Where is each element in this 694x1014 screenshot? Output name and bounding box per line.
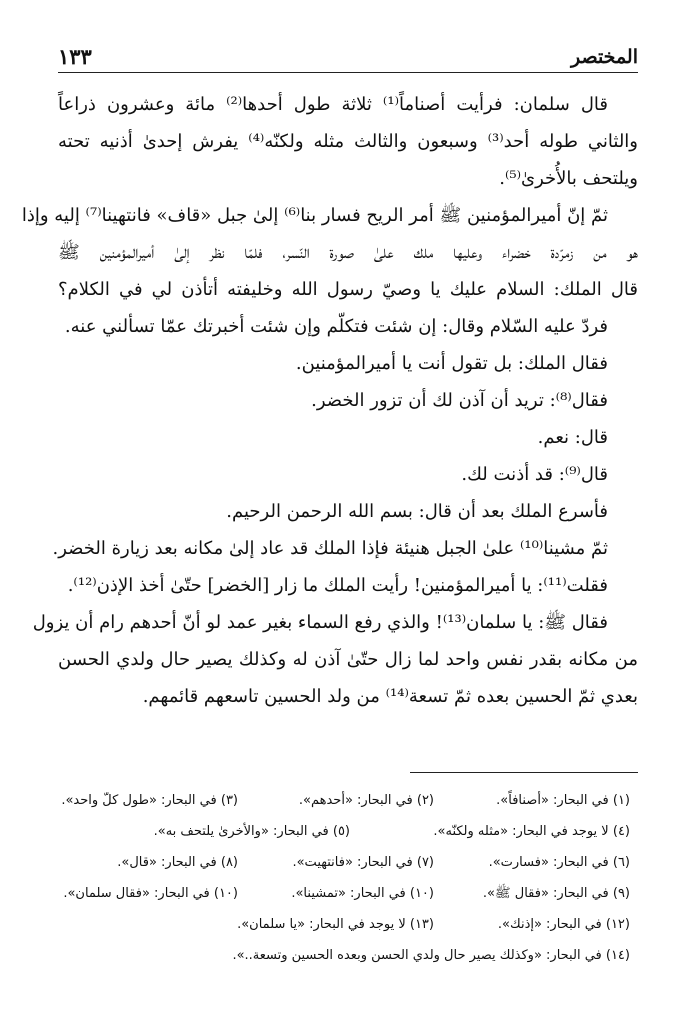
text-line: فقال ﷺ: يا سلمان⁽¹³⁾! والذي رفع السماء بغير عمد لو أنّ أحدهم رام أن يزول (32, 612, 608, 633)
text-line: فأسرع الملك بعد أن قال: بسم الله الرحمن الرحيم. (226, 501, 608, 522)
text-line: بعدي ثمّ الحسين بعده ثمّ تسعة⁽¹⁴⁾ من ولد الحسين تاسعهم قائمهم. (142, 686, 638, 707)
text-line: فقلت⁽¹¹⁾: يا أميرالمؤمنين! رأيت الملك ما زار [الخضر] حتّىٰ أخذ الإذن⁽¹²⁾. (67, 575, 608, 596)
footnote: (١٤) في البحار: «وكذلك يصير حال ولدي الحسن وبعده الحسين وتسعة..». (232, 948, 630, 963)
text-line: قال سلمان: فرأيت أصناماً⁽¹⁾ ثلاثة طول أحدها⁽²⁾ مائة وعشرون ذراعاً (58, 94, 608, 115)
footnote: (٤) لا يوجد في البحار: «مثله ولكنّه». (433, 824, 630, 839)
footnote: (٩) في البحار: «فقال ﷺ». (482, 886, 630, 901)
footnote: (١) في البحار: «أصنافاً». (496, 793, 630, 808)
footnote: (١٠) في البحار: «تمشينا». (291, 886, 434, 901)
footnote-separator (410, 772, 638, 773)
footnote-row (58, 878, 638, 909)
text-line: والثاني طوله أحد⁽³⁾ وسبعون والثالث مثله ولكنّه⁽⁴⁾ يفرش إحدىٰ أذنيه تحته (58, 131, 639, 152)
footnote: (٢) في البحار: «أحدهم». (298, 793, 434, 808)
main-text (21, 86, 639, 715)
text-line: قال: نعم. (537, 427, 608, 448)
footnote-row (58, 909, 638, 940)
footnote-row (58, 816, 638, 847)
text-line: هو من زمرّدة خضراء وعليها ملك علىٰ صورة النّسر، فلمّا نظر إلىٰ أميرالمؤمنين ﷺ (58, 242, 638, 263)
text-line: ثمّ مشينا⁽¹⁰⁾ علىٰ الجبل هنيئة فإذا الملك قد عاد إلىٰ مكانه بعد زيارة الخضر. (52, 538, 608, 559)
running-header (58, 38, 638, 73)
footnote: (٧) في البحار: «فانتهيت». (292, 855, 434, 870)
footnote: (٨) في البحار: «قال». (117, 855, 238, 870)
text-line: ثمّ إنّ أميرالمؤمنين ﷺ أمر الريح فسار بنا⁽⁶⁾ إلىٰ جبل «قاف» فانتهينا⁽⁷⁾ إليه وإذا (21, 205, 608, 226)
chapter-title: المختصر (570, 46, 638, 68)
text-line: فقال الملك: بل تقول أنت يا أميرالمؤمنين. (295, 353, 608, 374)
footnotes (58, 785, 638, 971)
footnote: (٣) في البحار: «طول كلّ واحد». (61, 793, 238, 808)
text-line: قال⁽⁹⁾: قد أذنت لك. (461, 464, 608, 485)
text-line: ويلتحف بالأُخرىٰ⁽⁵⁾. (499, 168, 638, 189)
text-line: من مكانه بقدر نفس واحد لما زال حتّىٰ آذن له وكذلك يصير حال ولدي الحسن (58, 649, 638, 670)
footnote: (٦) في البحار: «فسارت». (488, 855, 630, 870)
text-line: فردّ عليه السّلام وقال: إن شئت فتكلّم وإن شئت أخبرتك عمّا تسألني عنه. (64, 316, 608, 337)
footnote-row (58, 847, 638, 878)
page-number: ١٣٣ (58, 44, 92, 69)
text-line: قال الملك: السلام عليك يا وصيّ رسول الله وخليفته أتأذن لي في الكلام؟ (58, 279, 638, 300)
footnote-row (58, 940, 638, 971)
footnote: (١٠) في البحار: «فقال سلمان». (63, 886, 238, 901)
footnote: (٥) في البحار: «والأخرىٰ يلتحف به». (153, 824, 350, 839)
footnote-row (58, 785, 638, 816)
text-line: فقال⁽⁸⁾: تريد أن آذن لك أن تزور الخضر. (311, 390, 608, 411)
footnote: (١٣) لا يوجد في البحار: «يا سلمان». (237, 917, 434, 932)
footnote: (١٢) في البحار: «إذنك». (497, 917, 630, 932)
